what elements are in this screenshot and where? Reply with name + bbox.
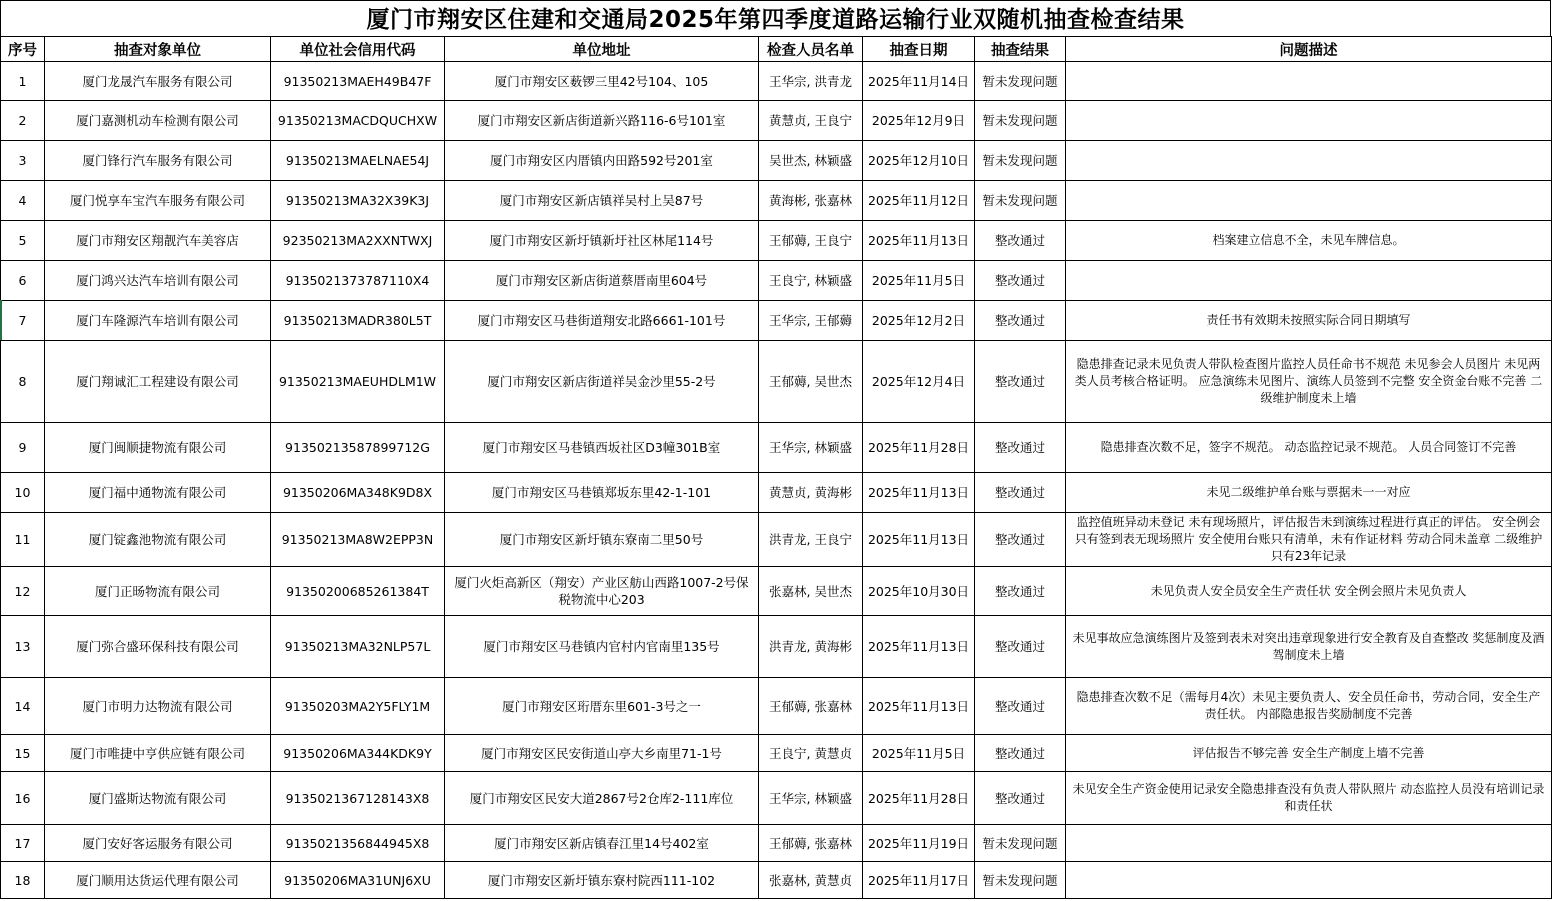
- credit-code[interactable]: 91350206MA344KDK9Y: [271, 735, 445, 772]
- table-row: [1, 567, 1552, 616]
- issue-description[interactable]: 监控值班异动未登记 未有现场照片，评估报告未到演练过程进行真正的评估。 安全例会只有签到表无现场照片 安全使用台账只有清单，未有作证材料 劳动合同未盖章 二级维护只有23年记录: [1066, 513, 1552, 567]
- issue-description[interactable]: [1066, 141, 1552, 181]
- inspectors[interactable]: 黄慧贞, 王良宁: [759, 101, 863, 141]
- unit-name[interactable]: 厦门翔诚汇工程建设有限公司: [45, 341, 271, 423]
- inspection-date[interactable]: 2025年11月14日: [863, 62, 975, 101]
- inspectors[interactable]: 王良宁, 黄慧贞: [759, 735, 863, 772]
- unit-address[interactable]: 厦门市翔安区马巷街道翔安北路6661-101号: [445, 301, 759, 341]
- credit-code[interactable]: 9135021373787110X4: [271, 261, 445, 301]
- credit-code[interactable]: 91350213MAEH49B47F: [271, 62, 445, 101]
- credit-code[interactable]: 91350213MA32NLP57L: [271, 616, 445, 678]
- inspectors[interactable]: 王华宗, 洪青龙: [759, 62, 863, 101]
- inspectors[interactable]: 王郁薅, 张嘉林: [759, 825, 863, 862]
- unit-name[interactable]: 厦门市唯捷中亨供应链有限公司: [45, 735, 271, 772]
- inspection-result[interactable]: 整改通过: [975, 735, 1066, 772]
- inspection-result[interactable]: 整改通过: [975, 473, 1066, 513]
- unit-name[interactable]: 厦门顺用达货运代理有限公司: [45, 862, 271, 899]
- inspectors[interactable]: 张嘉林, 吴世杰: [759, 567, 863, 616]
- issue-description[interactable]: 未见负责人安全员安全生产责任状 安全例会照片未见负责人: [1066, 567, 1552, 616]
- inspection-result[interactable]: 暂未发现问题: [975, 62, 1066, 101]
- table-row: [1, 423, 1552, 473]
- header-cell: 单位地址: [445, 37, 759, 62]
- issue-description[interactable]: 隐患排查次数不足，签字不规范。 动态监控记录不规范。 人员合同签订不完善: [1066, 423, 1552, 473]
- header-cell: 抽查对象单位: [45, 37, 271, 62]
- unit-name[interactable]: 厦门正旸物流有限公司: [45, 567, 271, 616]
- unit-address[interactable]: 厦门市翔安区新圩镇东寮南二里50号: [445, 513, 759, 567]
- results-table: [0, 36, 1552, 899]
- inspection-result[interactable]: 整改通过: [975, 772, 1066, 825]
- inspection-date[interactable]: 2025年12月2日: [863, 301, 975, 341]
- unit-address[interactable]: 厦门市翔安区内厝镇内田路592号201室: [445, 141, 759, 181]
- row-number[interactable]: 17: [1, 825, 45, 862]
- table-row: [1, 181, 1552, 221]
- issue-description[interactable]: 未见事故应急演练图片及签到表未对突出违章现象进行安全教育及自查整改 奖惩制度及酒驾制度未上墙: [1066, 616, 1552, 678]
- issue-description[interactable]: 隐患排查次数不足（需每月4次）未见主要负责人、安全员任命书，劳动合同，安全生产责任状。 内部隐患报告奖励制度不完善: [1066, 678, 1552, 735]
- unit-name[interactable]: 厦门市明力达物流有限公司: [45, 678, 271, 735]
- credit-code[interactable]: 91350213587899712G: [271, 423, 445, 473]
- inspection-result[interactable]: 整改通过: [975, 301, 1066, 341]
- unit-address[interactable]: 厦门市翔安区新店镇春江里14号402室: [445, 825, 759, 862]
- unit-address[interactable]: 厦门市翔安区马巷镇西坂社区D3幢301B室: [445, 423, 759, 473]
- unit-name[interactable]: 厦门安好客运服务有限公司: [45, 825, 271, 862]
- issue-description[interactable]: 档案建立信息不全，未见车牌信息。: [1066, 221, 1552, 261]
- inspection-date[interactable]: 2025年11月5日: [863, 261, 975, 301]
- table-row: [1, 341, 1552, 423]
- inspection-date[interactable]: 2025年11月28日: [863, 423, 975, 473]
- issue-description[interactable]: 责任书有效期未按照实际合同日期填写: [1066, 301, 1552, 341]
- credit-code[interactable]: 91350206MA348K9D8X: [271, 473, 445, 513]
- inspectors[interactable]: 王华宗, 林颖盛: [759, 423, 863, 473]
- inspection-date[interactable]: 2025年12月9日: [863, 101, 975, 141]
- row-number[interactable]: 2: [1, 101, 45, 141]
- inspectors[interactable]: 洪青龙, 黄海彬: [759, 616, 863, 678]
- unit-name[interactable]: 厦门锭鑫池物流有限公司: [45, 513, 271, 567]
- table-row: [1, 616, 1552, 678]
- row-number[interactable]: 4: [1, 181, 45, 221]
- inspection-result[interactable]: 暂未发现问题: [975, 862, 1066, 899]
- inspectors[interactable]: 王华宗, 林颖盛: [759, 772, 863, 825]
- table-row: [1, 678, 1552, 735]
- inspection-result[interactable]: 暂未发现问题: [975, 141, 1066, 181]
- unit-address[interactable]: 厦门市翔安区民安街道山亭大乡南里71-1号: [445, 735, 759, 772]
- table-row: [1, 62, 1552, 101]
- inspection-result[interactable]: 暂未发现问题: [975, 101, 1066, 141]
- cell-cursor-marker: [0, 300, 2, 340]
- inspection-date[interactable]: 2025年11月13日: [863, 473, 975, 513]
- unit-address[interactable]: 厦门市翔安区新店街道蔡厝南里604号: [445, 261, 759, 301]
- issue-description[interactable]: 未见二级维护单台账与票据未一一对应: [1066, 473, 1552, 513]
- inspection-result[interactable]: 整改通过: [975, 423, 1066, 473]
- unit-name[interactable]: 厦门悦享车宝汽车服务有限公司: [45, 181, 271, 221]
- credit-code[interactable]: 91350213MAEUHDLM1W: [271, 341, 445, 423]
- header-row: [1, 37, 1552, 62]
- table-row: [1, 473, 1552, 513]
- issue-description[interactable]: 未见安全生产资金使用记录安全隐患排查没有负责人带队照片 动态监控人员没有培训记录和责任状: [1066, 772, 1552, 825]
- issue-description[interactable]: [1066, 101, 1552, 141]
- inspection-result[interactable]: 整改通过: [975, 567, 1066, 616]
- inspectors[interactable]: 黄海彬, 张嘉林: [759, 181, 863, 221]
- unit-name[interactable]: 厦门闽顺捷物流有限公司: [45, 423, 271, 473]
- inspection-date[interactable]: 2025年11月19日: [863, 825, 975, 862]
- credit-code[interactable]: 9135021356844945X8: [271, 825, 445, 862]
- unit-address[interactable]: 厦门市翔安区新圩镇新圩社区林尾114号: [445, 221, 759, 261]
- issue-description[interactable]: [1066, 181, 1552, 221]
- row-number[interactable]: 13: [1, 616, 45, 678]
- row-number[interactable]: 10: [1, 473, 45, 513]
- row-number[interactable]: 6: [1, 261, 45, 301]
- table-row: [1, 141, 1552, 181]
- row-number[interactable]: 15: [1, 735, 45, 772]
- inspection-date[interactable]: 2025年11月28日: [863, 772, 975, 825]
- table-row: [1, 301, 1552, 341]
- row-number[interactable]: 9: [1, 423, 45, 473]
- row-number[interactable]: 12: [1, 567, 45, 616]
- header-cell: 抽查日期: [863, 37, 975, 62]
- table-row: [1, 862, 1552, 899]
- row-number[interactable]: 1: [1, 62, 45, 101]
- unit-name[interactable]: 厦门嘉测机动车检测有限公司: [45, 101, 271, 141]
- unit-address[interactable]: 厦门市翔安区马巷镇郑坂东里42-1-101: [445, 473, 759, 513]
- issue-description[interactable]: [1066, 862, 1552, 899]
- inspectors[interactable]: 王郁薅, 吴世杰: [759, 341, 863, 423]
- unit-address[interactable]: 厦门市翔安区薮锣三里42号104、105: [445, 62, 759, 101]
- inspectors[interactable]: 张嘉林, 黄慧贞: [759, 862, 863, 899]
- credit-code[interactable]: 91350200685261384T: [271, 567, 445, 616]
- inspection-result[interactable]: 整改通过: [975, 678, 1066, 735]
- credit-code[interactable]: 91350213MA8W2EPP3N: [271, 513, 445, 567]
- row-number[interactable]: 11: [1, 513, 45, 567]
- inspection-result[interactable]: 暂未发现问题: [975, 181, 1066, 221]
- inspection-date[interactable]: 2025年11月5日: [863, 735, 975, 772]
- inspectors[interactable]: 洪青龙, 王良宁: [759, 513, 863, 567]
- row-number[interactable]: 3: [1, 141, 45, 181]
- credit-code[interactable]: 91350213MA32X39K3J: [271, 181, 445, 221]
- unit-name[interactable]: 厦门市翔安区翔靓汽车美容店: [45, 221, 271, 261]
- inspection-result[interactable]: 整改通过: [975, 221, 1066, 261]
- unit-name[interactable]: 厦门鸿兴达汽车培训有限公司: [45, 261, 271, 301]
- page-title: 厦门市翔安区住建和交通局2025年第四季度道路运输行业双随机抽查检查结果: [0, 0, 1551, 36]
- credit-code[interactable]: 91350213MACDQUCHXW: [271, 101, 445, 141]
- credit-code[interactable]: 91350213MAELNAE54J: [271, 141, 445, 181]
- row-number[interactable]: 7: [1, 301, 45, 341]
- credit-code[interactable]: 91350203MA2Y5FLY1M: [271, 678, 445, 735]
- inspection-date[interactable]: 2025年11月13日: [863, 678, 975, 735]
- unit-address[interactable]: 厦门市翔安区新圩镇东寮村院西111-102: [445, 862, 759, 899]
- row-number[interactable]: 16: [1, 772, 45, 825]
- inspection-result[interactable]: 整改通过: [975, 616, 1066, 678]
- unit-name[interactable]: 厦门盛斯达物流有限公司: [45, 772, 271, 825]
- unit-address[interactable]: 厦门市翔安区新店镇祥吴村上吴87号: [445, 181, 759, 221]
- inspectors[interactable]: 王良宁, 林颖盛: [759, 261, 863, 301]
- unit-address[interactable]: 厦门市翔安区马巷镇内官村内官南里135号: [445, 616, 759, 678]
- inspectors[interactable]: 吴世杰, 林颖盛: [759, 141, 863, 181]
- unit-name[interactable]: 厦门龙晟汽车服务有限公司: [45, 62, 271, 101]
- issue-description[interactable]: [1066, 261, 1552, 301]
- inspection-result[interactable]: 整改通过: [975, 513, 1066, 567]
- inspection-date[interactable]: 2025年11月13日: [863, 513, 975, 567]
- inspectors[interactable]: 王郁薅, 王良宁: [759, 221, 863, 261]
- header-cell: 问题描述: [1066, 37, 1552, 62]
- inspection-date[interactable]: 2025年11月13日: [863, 221, 975, 261]
- inspection-date[interactable]: 2025年11月12日: [863, 181, 975, 221]
- unit-address[interactable]: 厦门市翔安区新店街道祥吴金沙里55-2号: [445, 341, 759, 423]
- header-cell: 单位社会信用代码: [271, 37, 445, 62]
- inspectors[interactable]: 王郁薅, 张嘉林: [759, 678, 863, 735]
- credit-code[interactable]: 92350213MA2XXNTWXJ: [271, 221, 445, 261]
- issue-description[interactable]: 评估报告不够完善 安全生产制度上墙不完善: [1066, 735, 1552, 772]
- inspection-date[interactable]: 2025年12月4日: [863, 341, 975, 423]
- inspection-date[interactable]: 2025年11月17日: [863, 862, 975, 899]
- inspectors[interactable]: 黄慧贞, 黄海彬: [759, 473, 863, 513]
- header-cell: 抽查结果: [975, 37, 1066, 62]
- row-number[interactable]: 14: [1, 678, 45, 735]
- unit-address[interactable]: 厦门市翔安区新店街道新兴路116-6号101室: [445, 101, 759, 141]
- inspection-result[interactable]: 暂未发现问题: [975, 825, 1066, 862]
- inspectors[interactable]: 王华宗, 王郁薅: [759, 301, 863, 341]
- unit-name[interactable]: 厦门弥合盛环保科技有限公司: [45, 616, 271, 678]
- credit-code[interactable]: 9135021367128143X8: [271, 772, 445, 825]
- inspection-result[interactable]: 整改通过: [975, 261, 1066, 301]
- credit-code[interactable]: 91350213MADR380L5T: [271, 301, 445, 341]
- unit-address[interactable]: 厦门火炬高新区（翔安）产业区舫山西路1007-2号保税物流中心203: [445, 567, 759, 616]
- inspection-date[interactable]: 2025年11月13日: [863, 616, 975, 678]
- table-row: [1, 825, 1552, 862]
- inspection-date[interactable]: 2025年12月10日: [863, 141, 975, 181]
- credit-code[interactable]: 91350206MA31UNJ6XU: [271, 862, 445, 899]
- header-cell: 序号: [1, 37, 45, 62]
- inspection-result[interactable]: 整改通过: [975, 341, 1066, 423]
- unit-address[interactable]: 厦门市翔安区民安大道2867号2仓库2-111库位: [445, 772, 759, 825]
- header-cell: 检查人员名单: [759, 37, 863, 62]
- row-number[interactable]: 5: [1, 221, 45, 261]
- row-number[interactable]: 8: [1, 341, 45, 423]
- unit-name[interactable]: 厦门福中通物流有限公司: [45, 473, 271, 513]
- table-row: [1, 735, 1552, 772]
- unit-name[interactable]: 厦门车隆源汽车培训有限公司: [45, 301, 271, 341]
- table-row: [1, 101, 1552, 141]
- issue-description[interactable]: [1066, 825, 1552, 862]
- issue-description[interactable]: [1066, 62, 1552, 101]
- inspection-date[interactable]: 2025年10月30日: [863, 567, 975, 616]
- unit-name[interactable]: 厦门锋行汽车服务有限公司: [45, 141, 271, 181]
- table-row: [1, 513, 1552, 567]
- table-row: [1, 261, 1552, 301]
- issue-description[interactable]: 隐患排查记录未见负责人带队检查图片监控人员任命书不规范 未见参会人员图片 未见两类人员考核合格证明。 应急演练未见图片、演练人员签到不完整 安全资金台账不完善 二级维护制度未上墙: [1066, 341, 1552, 423]
- table-row: [1, 221, 1552, 261]
- unit-address[interactable]: 厦门市翔安区珩厝东里601-3号之一: [445, 678, 759, 735]
- row-number[interactable]: 18: [1, 862, 45, 899]
- table-row: [1, 772, 1552, 825]
